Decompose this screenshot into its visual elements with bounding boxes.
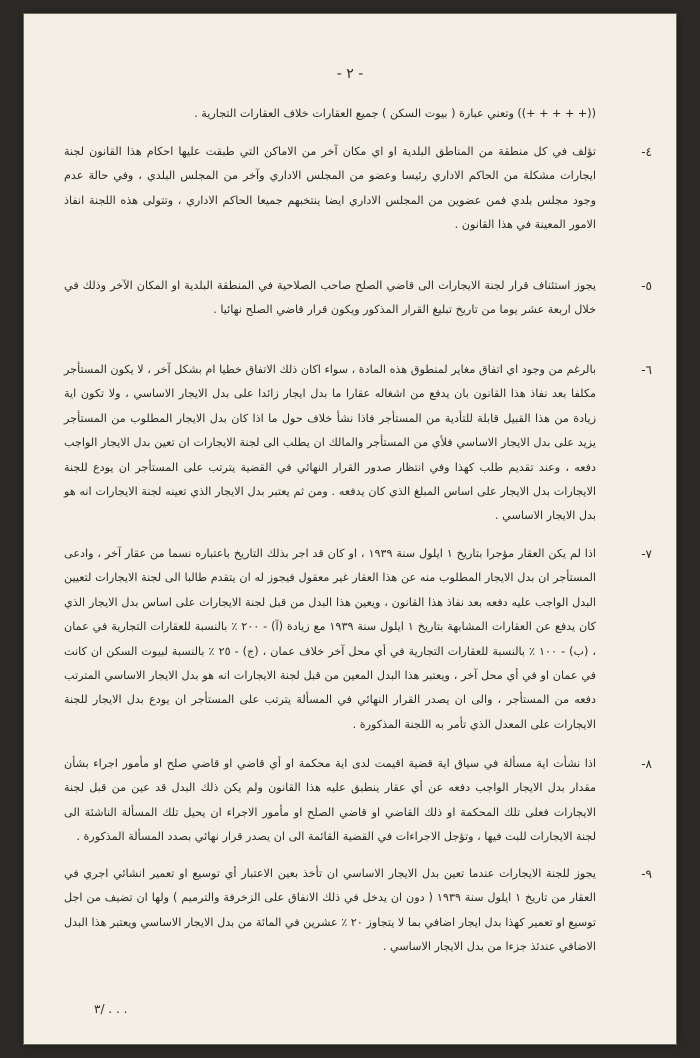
article-8 (48, 752, 652, 850)
article-number: ٧- (641, 547, 652, 561)
document-body (48, 102, 652, 972)
intro-definition: ((+ + + + +)) وتعني عبارة ( بيوت السكن ) جميع العقارات خلاف العقارات التجارية . (194, 107, 596, 120)
article-text: تؤلف في كل منطقة من المناطق البلدية او اي مكان آخر من الاماكن التي طبقت عليها احكام هذا القانون لجنة ايجارات مشكلة من الحاكم الاداري رئيسا وعضو من المجلس الاداري وآخر من المجلس البلدي ، وفي حالة عدم وجود مجلس بلدي فمن عضوين من المجلس الاداري ايضا ينتخبهم جميعا الحاكم الاداري ، وتتولى هذه اللجنة انفاذ الامور المعينة في هذا القانون . (64, 145, 596, 232)
article-7 (48, 542, 652, 740)
article-text: يجوز استئناف قرار لجنة الايجارات الى قاضي الصلح صاحب الصلاحية في المنطقة البلدية او المكان الآخر وذلك في خلال اربعة عشر يوما من تاريخ تبليغ القرار المذكور ويكون قرار قاضي الصلح نهائيا . (64, 279, 596, 317)
article-number: ٥- (641, 279, 652, 293)
article-4 (48, 140, 652, 262)
article-6 (48, 358, 652, 530)
article-number: ٦- (641, 363, 652, 377)
article-text: يجوز للجنة الايجارات عندما تعين بدل الايجار الاساسي ان تأخذ بعين الاعتبار أي توسيع او تعمير انشائي اجري في العقار من تاريخ ١ ايلول سنة ١٩٣٩ ( دون ان يدخل في ذلك الانفاق على الزخرفة والترميم ) ولها ان تضيف من اجل توسيع او تعمير كهذا بدل ايجار اضافي بما لا يتجاوز ٢٠ ٪ عشرين في المائة من بدل الايجار الاساسي ويعتبر هذا البدل الاضافي عندئذ جزءا من بدل الايجار الاساسي . (64, 867, 597, 954)
article-text: اذا لم يكن العقار مؤجرا بتاريخ ١ ايلول سنة ١٩٣٩ ، او كان قد اجر بذلك التاريخ باعتباره نسما من عقار آخر ، وادعى المستأجر ان بدل الايجار المطلوب منه عن هذا العقار غير معقول فيجوز له ان يتقدم طالبا الى لجنة الايجارات لتعيين البدل الواجب عليه دفعه بعد نفاذ هذا القانون ، ويعين هذا البدل من قبل لجنة الايجارات على اساس بدل الايجار الذي كان يدفع عن العقارات المشابهة بتاريخ ١ ايلول سنة ١٩٣٩ مع زيادة (آ) - ٢٠٠ ٪ بالنسبة للعقارات التجارية في عمان ، (ب) - ١٠٠ ٪ بالنسبة للعقارات التجارية في أي محل آخر خلاف عمان ، (ج) - ٢٥ ٪ بالنسبة لبيوت السكن ان كانت في عمان او في أي محل آخر ، ويعتبر هذا البدل المعين من قبل لجنة الايجارات انه هو بدل الايجار الاساسي المترتب دفعه من المستأجر ، والى ان يصدر القرار النهائي في المسألة يترتب على المستأجر ان يودع بدل الايجار للجنة الايجارات على المعدل الذي تأمر به اللجنة المذكورة . (64, 547, 597, 731)
article-text: اذا نشأت اية مسألة في سياق اية قضية اقيمت لدى اية محكمة او أي قاضي او قاضي صلح او مأمور اجراء بشأن مقدار بدل الايجار الواجب دفعه عن أي عقار ينطبق عليه هذا القانون ولم يكن ذلك البدل قد عين من قبل لجنة الايجارات فعلى تلك المحكمة او ذلك القاضي او قاضي الصلح او مأمور الاجراء ان يحيل تلك المسألة الناشئة الى لجنة الايجارات للبت فيها ، وتؤجل الاجراءات في القضية القائمة الى ان يصدر قرار نهائي بصدد المسألة المذكورة . (64, 757, 596, 844)
article-number: ٤- (641, 145, 652, 159)
article-number: ٨- (641, 757, 652, 771)
continuation-marker: ٣/ . . . (94, 1002, 128, 1016)
article-5 (48, 274, 652, 346)
page-number: - ٢ - (336, 66, 364, 82)
article-9 (48, 862, 652, 960)
document-page (24, 14, 676, 1044)
article-number: ٩- (641, 867, 652, 881)
article-text: بالرغم من وجود اي اتفاق مغاير لمنطوق هذه المادة ، سواء اكان ذلك الاتفاق خطيا ام بشكل آخر ، لا يكون المستأجر مكلفا بعد نفاذ هذا القانون بان يدفع من اشغاله عقارا ما بدل ايجار زائدا على بدل الايجار الاساسي ، ولا تكون اية زيادة من هذا القبيل قابلة للتأدية من المستأجر فاذا نشأ خلاف حول ما اذا كان بدل الايجار المطلوب من المستأجر يزيد على بدل الايجار الاساسي فلأي من المستأجر والمالك ان يطلب الى لجنة الايجارات ان تعين بدل الايجار الواجب دفعه ، وعند تقديم طلب كهذا وفي انتظار صدور القرار النهائي في القضية يترتب على المستأجر ان يودع للجنة الايجارات بدل الايجار على اساس المبلغ الذي كان يدفعه . ومن ثم يعتبر بدل الايجار الذي تعينه لجنة الايجارات انه هو بدل الايجار الاساسي . (64, 363, 596, 523)
